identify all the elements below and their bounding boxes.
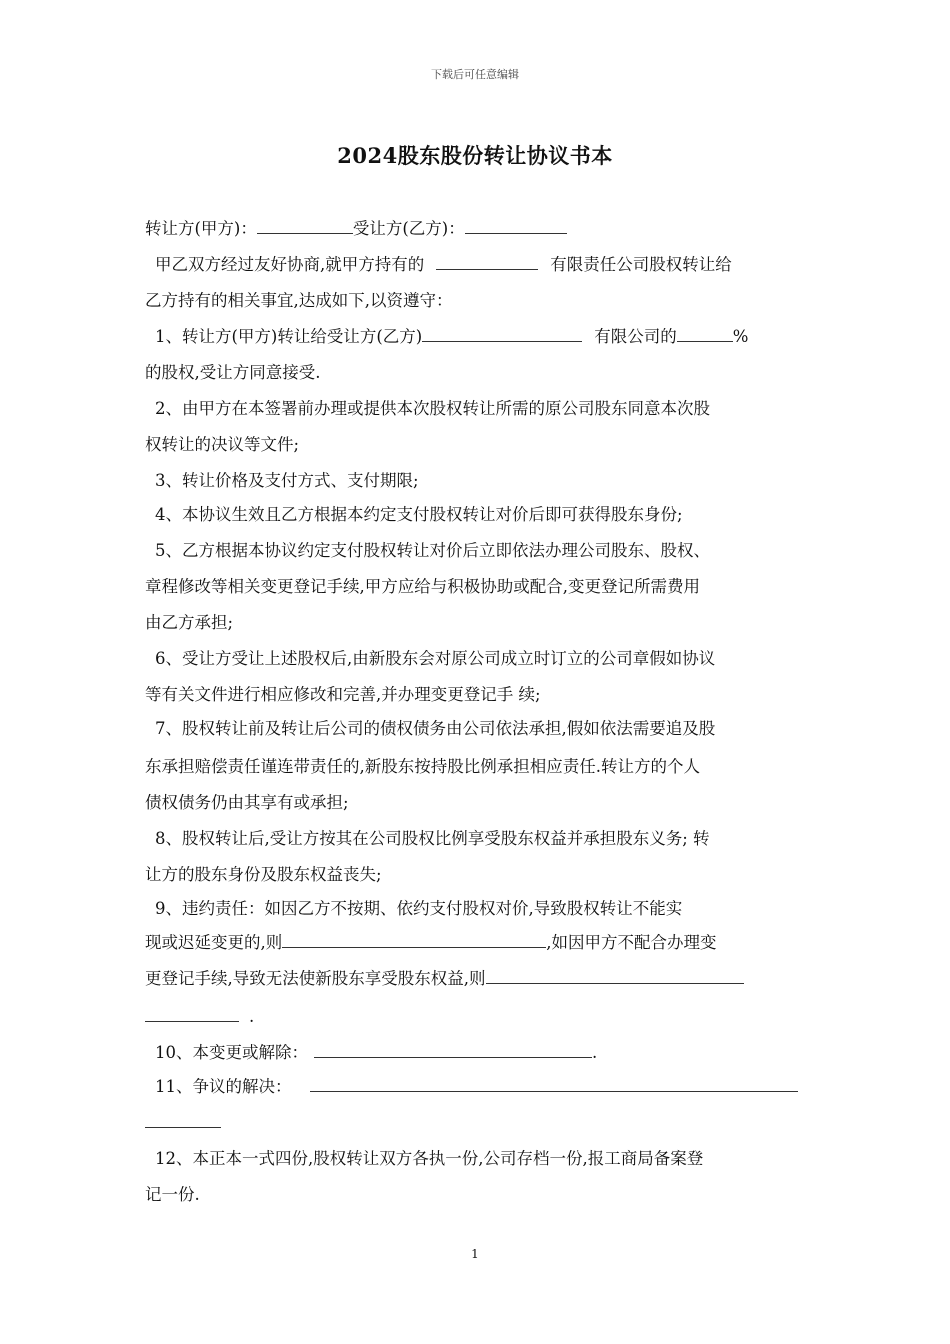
clause-11-line-2 [145, 1110, 805, 1136]
text: 更登记手续,导致无法使新股东享受股东权益,则 [145, 969, 486, 988]
delay-penalty-blank [282, 931, 546, 948]
text: 11、争议的解决： [155, 1077, 292, 1096]
clause-10 [145, 1040, 805, 1066]
text: ,如因甲方不配合办理变 [546, 933, 717, 952]
clause-9-line-2 [145, 930, 805, 956]
clause-9-line-4 [145, 1004, 805, 1030]
text: 甲乙双方经过友好协商,就甲方持有的 [155, 255, 425, 274]
transferee-label: 受让方(乙方)： [352, 219, 465, 238]
amendment-blank [314, 1041, 592, 1058]
preamble-line-2: 乙方持有的相关事宜,达成如下,以资遵守： [145, 291, 453, 310]
percentage-blank [677, 325, 733, 342]
clause-5-line-2: 章程修改等相关变更登记手续,甲方应给与积极协助或配合,变更登记所需费用 [145, 577, 700, 596]
transferor-blank [257, 217, 353, 234]
text: 10、本变更或解除： [155, 1043, 308, 1062]
clause-12-line-1: 12、本正本一式四份,股权转让双方各执一份,公司存档一份,报工商局备案登 [155, 1149, 704, 1168]
clause-12-line-2: 记一份. [145, 1185, 200, 1204]
dispute-blank-cont [145, 1111, 221, 1128]
clause-7-line-3: 债权债务仍由其享有或承担; [145, 793, 349, 812]
clause-3: 3、转让价格及支付方式、支付期限; [155, 471, 419, 490]
clause-2-line-2: 权转让的决议等文件; [145, 435, 300, 454]
clause-11-line-1 [145, 1074, 805, 1100]
clause-6-line-1: 6、受让方受让上述股权后,由新股东会对原公司成立时订立的公司章假如协议 [155, 649, 716, 668]
document-title: 2024股东股份转让协议书本 [337, 143, 613, 168]
parties-line [145, 216, 805, 242]
company-blank [436, 253, 538, 270]
clause-6-line-2: 等有关文件进行相应修改和完善,并办理变更登记手 续; [145, 685, 541, 704]
transferor-label: 转让方(甲方)： [145, 219, 257, 238]
clause-7-line-1: 7、股权转让前及转让后公司的债权债务由公司依法承担,假如依法需要追及股 [155, 719, 716, 738]
clause-8-line-1: 8、股权转让后,受让方按其在公司股权比例享受股东权益并承担股东义务; 转 [155, 829, 710, 848]
clause-9-line-3 [145, 966, 805, 992]
text: 1、转让方(甲方)转让给受让方(乙方) [155, 327, 423, 346]
clause-1-line-2: 的股权,受让方同意接受. [145, 363, 321, 382]
page-number: 1 [471, 1247, 479, 1261]
dispute-blank [310, 1075, 798, 1092]
clause-5-line-3: 由乙方承担; [145, 613, 234, 632]
clause-9-line-1: 9、违约责任：如因乙方不按期、依约支付股权对价,导致股权转让不能实 [155, 899, 683, 918]
rights-penalty-blank-cont [145, 1005, 239, 1022]
text: 现或迟延变更的,则 [145, 933, 283, 952]
header-note: 下载后可任意编辑 [431, 68, 519, 81]
text: 有限责任公司股权转让给 [550, 255, 732, 274]
clause-7-line-2: 东承担赔偿责任谨连带责任的,新股东按持股比例承担相应责任.转让方的个人 [145, 757, 700, 776]
clause-2-line-1: 2、由甲方在本签署前办理或提供本次股权转让所需的原公司股东同意本次股 [155, 399, 710, 418]
clause-1-line-1 [145, 324, 805, 350]
clause-4: 4、本协议生效且乙方根据本约定支付股权转让对价后即可获得股东身份; [155, 505, 683, 524]
text: . [249, 1007, 255, 1026]
company-name-blank [422, 325, 582, 342]
rights-penalty-blank [486, 967, 744, 984]
preamble-line-1 [145, 252, 805, 278]
clause-8-line-2: 让方的股东身份及股东权益丧失; [145, 865, 382, 884]
text: 有限公司的 [594, 327, 677, 346]
text: % [732, 327, 749, 346]
clause-5-line-1: 5、乙方根据本协议约定支付股权转让对价后立即依法办理公司股东、股权、 [155, 541, 710, 560]
transferee-blank [465, 217, 567, 234]
text: . [592, 1043, 598, 1062]
